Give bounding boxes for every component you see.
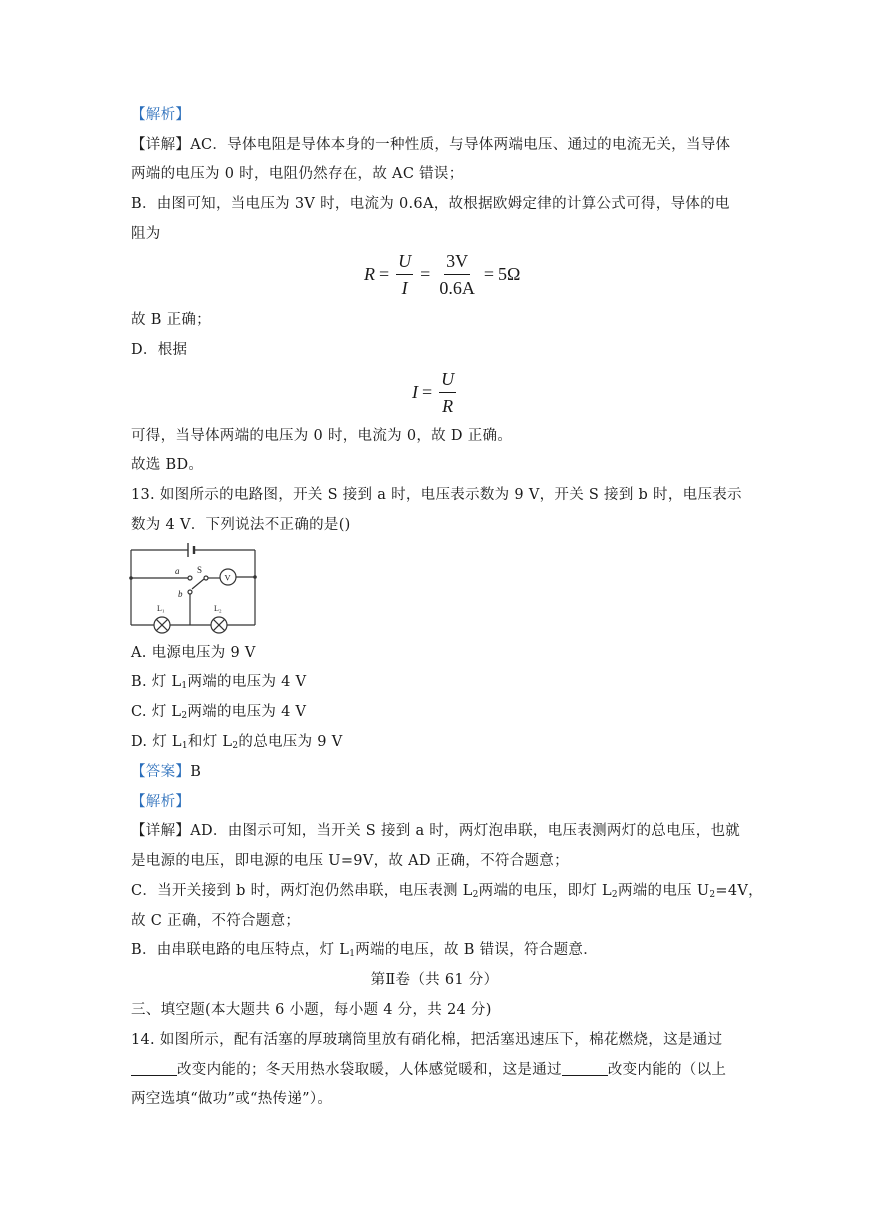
label-b: b xyxy=(178,589,183,599)
label-s: S xyxy=(197,565,203,575)
label-l1: L₁ xyxy=(157,604,165,613)
fill-blank-1[interactable] xyxy=(131,1061,177,1076)
question-13-line-1: 13. 如图所示的电路图，开关 S 接到 a 时，电压表示数为 9 V，开关 S 接到 b 时，电压表示 xyxy=(131,487,742,503)
analysis-heading-1: 【解析】 xyxy=(131,107,191,123)
detail-text-1a: 【详解】AC．导体电阻是导体本身的一种性质，与导体两端电压、通过的电流无关，当导体 xyxy=(131,137,731,153)
question-14-line-2: 改变内能的；冬天用热水袋取暖，人体感觉暖和，这是通过 改变内能的（以上 xyxy=(131,1060,726,1080)
question-14-line-3: 两空选填“做功”或“热传递”）。 xyxy=(131,1091,333,1107)
fraction-values: $\frac{3V}{0.6A}$ xyxy=(439,251,475,298)
label-l2: L₂ xyxy=(214,604,222,613)
option-a: A. 电源电压为 9 V xyxy=(131,645,256,661)
formula-lhs: R xyxy=(364,264,375,284)
ohms-law-formula: R = $\frac{U}{I}$ = $\frac{3V}{0.6A}$ = 5Ω xyxy=(364,251,521,298)
analysis-heading-2: 【解析】 xyxy=(131,794,191,810)
option-b-explanation-1b: 阻为 xyxy=(131,226,161,242)
answer-tag: 【答案】 xyxy=(131,764,191,780)
option-b-explanation-2: B．由串联电路的电压特点，灯 $L_1$两端的电压，故 B 错误，符合题意． xyxy=(131,942,599,959)
option-c-explanation-2b: 故 C 正确，不符合题意； xyxy=(131,913,301,929)
circuit-diagram xyxy=(128,541,260,636)
option-d-explanation-1a: D．根据 xyxy=(131,342,188,358)
option-c: C. 灯 $L_2$两端的电压为 4 V xyxy=(131,704,307,721)
detail-text-1b: 两端的电压为 0 时，电阻仍然存在，故 AC 错误； xyxy=(131,166,464,182)
section-3-heading: 三、填空题(本大题共 6 小题，每小题 4 分，共 24 分) xyxy=(131,1002,492,1018)
option-d: D. 灯 $L_1$和灯 $L_2$的总电压为 9 V xyxy=(131,734,343,751)
option-b-conclusion: 故 B 正确； xyxy=(131,312,211,328)
option-b: B. 灯 $L_1$两端的电压为 4 V xyxy=(131,674,307,691)
option-c-explanation-2a: C．当开关接到 b 时，两灯泡仍然串联，电压表测 $L_2$两端的电压，即灯 $L_2$两端的电压 $U_2=4V$， xyxy=(131,883,763,900)
question-14-line-1: 14. 如图所示，配有活塞的厚玻璃筒里放有硝化棉，把活塞迅速压下，棉花燃烧，这是通过 xyxy=(131,1032,723,1048)
label-a: a xyxy=(175,566,180,576)
option-b-explanation-1a: B．由图可知，当电压为 3V 时，电流为 0.6A，故根据欧姆定律的计算公式可得，导体的电 xyxy=(131,196,730,212)
option-d-explanation-1b: 可得，当导体两端的电压为 0 时，电流为 0，故 D 正确。 xyxy=(131,428,513,444)
fraction-u-over-i: $\frac{U}{I}$ xyxy=(398,251,412,298)
fraction-u-over-r: $\frac{U}{R}$ xyxy=(441,369,455,416)
detail-text-2a: 【详解】AD．由图示可知，当开关 S 接到 a 时，两灯泡串联，电压表测两灯的总电压，也就 xyxy=(131,823,741,839)
answer-value: B xyxy=(190,764,202,780)
detail-text-2b: 是电源的电压，即电源的电压 U=9V，故 AD 正确，不符合题意； xyxy=(131,853,569,869)
volume-heading: 第Ⅱ卷（共 61 分） xyxy=(370,972,499,988)
label-v: V xyxy=(224,572,231,583)
answer-line xyxy=(131,762,201,782)
question-13-line-2: 数为 4 V．下列说法不正确的是() xyxy=(131,517,351,533)
fill-blank-2[interactable] xyxy=(562,1061,608,1076)
choice-conclusion-1: 故选 BD。 xyxy=(131,457,204,473)
formula-result: 5Ω xyxy=(497,264,521,284)
current-formula: I = $\frac{U}{R}$ xyxy=(412,369,455,416)
